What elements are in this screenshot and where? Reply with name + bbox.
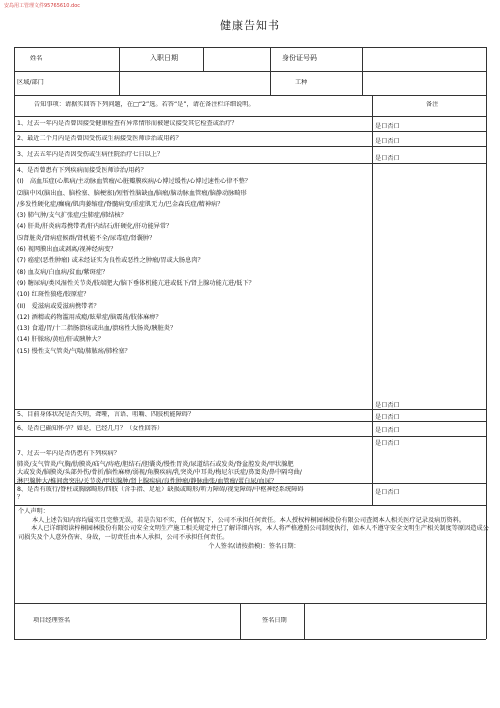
notice-text: 告知事项：请据实回答下列问题，在□“2”选。若答“是”，请在备注栏详细说明。 [34, 101, 255, 108]
entry-date-field[interactable] [205, 49, 267, 69]
question-4-line: (10) 红斑性狼疮/胶原症？ [17, 291, 90, 299]
table-rule [14, 116, 486, 117]
id-number-field[interactable] [364, 49, 484, 69]
department-field[interactable] [121, 73, 267, 93]
table-rule [119, 71, 120, 95]
entry-date-label: 入职日期 [150, 54, 178, 62]
question-4-line: ⑵脑中风(脑出血、脑栓塞、脑梗塞)/短暂性脑缺血/脑瘤/脑动脉血管瘤/脑静动脉畸形 [17, 189, 247, 197]
question-4-line: (9) 糖尿病/类风湿性关节炎/肢端肥大/脑下垂体机能亢进或低下/肾上腺功能亢进/低下？ [17, 279, 255, 287]
declaration-paragraph-2: 本人已详细阅读梓桐园林股份有限公司安全文明生产施工相关规定并已了解详细内容，本人将严格遵照公司制度执行，如本人不遵守安全文明生产相关制度等原因造成公司损失及个人意外伤害、身故，一切责任由本人承担，公司不承担任何责任。 [18, 525, 489, 541]
id-number-label: 身份证号码 [282, 54, 317, 62]
declaration-heading: 个人声明： [18, 508, 49, 515]
job-type-field[interactable] [364, 73, 484, 93]
sign-date-label: 签名日期 [262, 617, 287, 624]
declaration-paragraph-1: 本人上述告知内容均属实且完整无误，若是告知不实，任何情况下，公司不承担任何责任。本人授权梓桐园林股份有限公司查阅本人相关医疗记录及病历资料。 [32, 516, 466, 524]
answer-checkbox-3[interactable]: 是口否口 [375, 155, 400, 162]
answer-checkbox-1[interactable]: 是口否口 [375, 123, 400, 130]
question-4-line: (15) 慢性支气管炎/气喘/肺脓疡/肺栓塞？ [17, 347, 131, 355]
name-label: 姓名 [30, 55, 43, 62]
question-4-line: (7) 癌症(恶性肿瘤) 或未经证实为良性或恶性之肿瘤/胃或大肠息肉？ [17, 257, 204, 265]
table-rule [14, 505, 486, 506]
table-rule [270, 71, 271, 95]
table-rule [119, 47, 120, 71]
name-field[interactable] [60, 49, 116, 69]
question-7-list [17, 461, 437, 486]
answer-checkbox-2[interactable]: 是口否口 [375, 138, 400, 145]
table-rule [203, 47, 204, 71]
answer-checkbox-8[interactable]: 是口否口 [375, 489, 400, 496]
answer-checkbox-6[interactable]: 是口否口 [375, 427, 400, 434]
table-rule [14, 421, 486, 422]
question-2: 2、最近二个月内是否曾因受伤或生病接受医师诊治或用药？ [17, 135, 182, 142]
question-4-line: (13) 食道/胃/十二指肠溃疡或出血/溃疡性大肠炎/胰脏炎？ [17, 325, 177, 333]
table-rule [14, 436, 486, 437]
job-type-label: 工种 [295, 79, 308, 86]
question-1: 1、过去一年内是否曾因接受健康检查有异常情形而被建议接受其它检查或治疗？ [17, 120, 238, 127]
question-4-line: (I) 高血压症(心肌病/主动脉血管瘤/心脏瓣膜疾病/心博过缓性/心博过速性心律不整？ [17, 178, 251, 186]
question-4-line: (6) 视网膜出血或剥离/视神经病变？ [17, 246, 117, 254]
question-4-line: (12) 酒精或药物滥用成瘾/眩晕症/脑震荡/肢体麻痹？ [17, 313, 162, 321]
answer-checkbox-4[interactable]: 是口否口 [375, 402, 400, 409]
table-rule [14, 163, 486, 164]
question-6: 6、是否已确知怀孕？如是，已经几月？（女性回答） [17, 425, 164, 432]
question-4-line: ⑸肾脏炎/肾病症候群/肾机能不全/尿毒症/肾囊肿？ [17, 234, 156, 242]
remark-header: 备注 [426, 101, 439, 108]
question-4-line: (14) 肝脓疡/黄疸/肝或胰肿大？ [17, 336, 104, 344]
question-4-line: 4、是否曾患有下列疾病而接受医师诊治/用药？ [17, 167, 147, 174]
page-title: 健康告知书 [220, 19, 280, 32]
table-rule [270, 47, 271, 71]
signature-line: 个人签名(请按指模)：签名日期： [208, 543, 300, 550]
table-rule [14, 146, 486, 147]
question-4-line: (8) 血友病/白血病/贫血/紫斑症？ [17, 268, 109, 276]
answer-checkbox-5[interactable]: 是口否口 [375, 414, 400, 421]
question-4-line: (3) 肺气肿/支气扩张症/尘肺症/肺结核？ [17, 212, 127, 220]
table-rule [304, 603, 305, 639]
manager-signature-label: 项目经理签名 [33, 617, 71, 624]
question-8 [17, 486, 369, 503]
question-7-line: 大或发炎/脑膜炎/头部外伤/骨折/脑性麻痹/弱视/角膜疾病/乳突炎/中耳炎/梅尼尔氏症/鼻窦炎/鼻中隔弯曲/ [17, 469, 302, 477]
department-label: 区域/部门 [17, 79, 44, 86]
table-rule [362, 47, 363, 71]
question-3: 3、过去五年内是否因受伤或生病住院治疗七日以上？ [17, 151, 164, 158]
question-7-line: 淋巴腺肿大/椎间盘突出/关节炎/甲状腺肿/肾上腺疾病/良性肿瘤/静脉曲张/血管瘤/蛋白尿/血尿？ [17, 477, 278, 485]
watermark: 安岛用工管理文件95765610.doc [4, 3, 81, 9]
question-8-line: 8、是否有玻行/脊柱或胸廓畸形/四肢（含手指、足址）缺损或畸形/听力障碍/视觉障碍/中枢神经系统障碍 [17, 486, 304, 493]
table-rule [14, 603, 486, 604]
answer-checkbox-7[interactable]: 是口否口 [375, 440, 400, 447]
question-4-line: (4) 肝炎/肝炎病毒携带者/肝内结石/肝硬化/肝功能异常？ [17, 223, 173, 231]
question-5: 5、目前身体状况是否失明，聋哑，言语、咀嚼、四肢机能障碍？ [17, 411, 195, 418]
question-4 [17, 165, 367, 357]
table-rule [14, 47, 15, 639]
question-4-line: /多发性硬化症/癫痫/肌肉萎缩症/脊髓病变/重症肌无力/巴金森氏症/精神病？ [17, 200, 224, 208]
table-rule [362, 71, 363, 95]
table-rule [14, 409, 486, 410]
sign-date-field[interactable] [306, 605, 484, 637]
table-rule [14, 95, 486, 96]
question-7-title: 7、过去一年内是否仍患有下列疾病？ [17, 450, 120, 457]
table-rule [14, 639, 486, 640]
table-rule [240, 603, 241, 639]
table-rule [372, 95, 373, 505]
table-rule [14, 71, 486, 72]
question-8-line: ？ [17, 494, 24, 502]
table-rule [14, 131, 486, 132]
question-7-line: 肺炎/支气管炎/气胸/肋膜炎/疝气/痔疮/胆结石/胆囊炎/慢性胃炎/尿道结石或发炎/脊盆腔发炎/甲状腺肥 [17, 461, 294, 468]
question-4-line: (II) 爱滋病或爱滋病携带者？ [17, 302, 100, 310]
table-rule [14, 47, 486, 48]
personal-declaration [18, 508, 490, 552]
